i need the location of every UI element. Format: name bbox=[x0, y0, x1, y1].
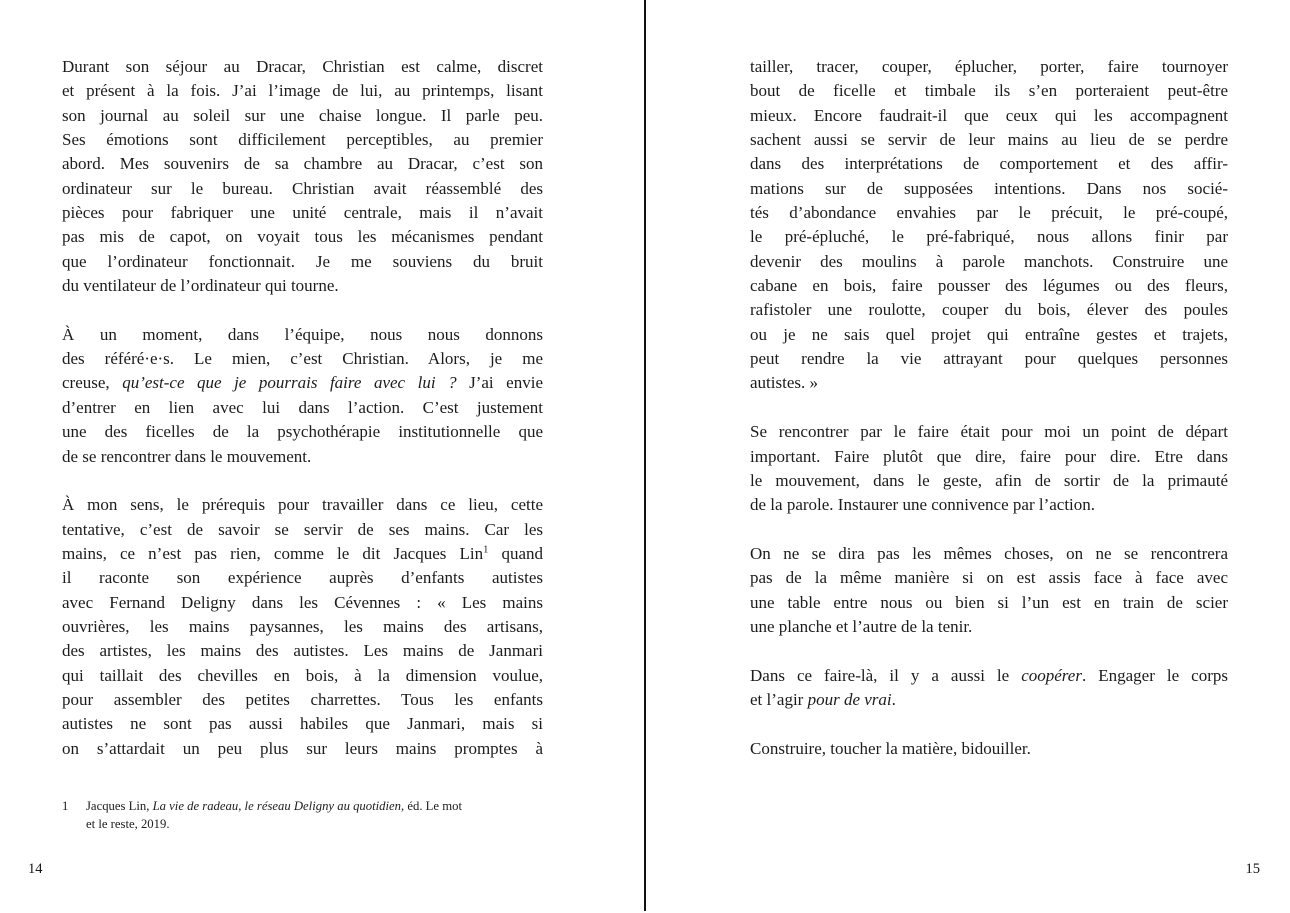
text-line: avec Fernand Deligny dans les Cévennes : « Les mains bbox=[62, 592, 543, 612]
text-line: et présent à la fois. J’ai l’image de lui, au printemps, lisant bbox=[62, 81, 543, 101]
text-line: du ventilateur de l’ordinateur qui tourne. bbox=[62, 276, 339, 296]
text-line: rafistoler une roulotte, couper du bois, élever des poules bbox=[750, 300, 1228, 320]
text-line: sachent aussi se servir de leur mains au lieu de se perdre bbox=[750, 130, 1228, 150]
text-line: de la parole. Instaurer une connivence par l’action. bbox=[750, 495, 1096, 515]
text-line: une planche et l’autre de la tenir. bbox=[750, 616, 973, 636]
text-line: il raconte son expérience auprès d’enfants autistes bbox=[62, 568, 543, 588]
text-line: tailler, tracer, couper, éplucher, porter, faire tournoyer bbox=[750, 57, 1228, 76]
text-line: pièces pour fabriquer une unité centrale, mais il n’avait bbox=[62, 203, 543, 223]
text-line: ordinateur sur le bureau. Christian avait réassemblé des bbox=[62, 178, 543, 198]
left-text-block bbox=[62, 55, 543, 761]
text-line: mains, ce n’est pas rien, comme le dit Jacques Lin$^1$ quand bbox=[62, 543, 544, 563]
right-text-block bbox=[750, 55, 1228, 761]
text-line: Jacques Lin, La vie de radeau, le réseau Deligny au quotidien, éd. Le mot bbox=[86, 799, 462, 813]
paragraph bbox=[62, 55, 543, 298]
text-line: pas de la même manière si on est assis face à face avec bbox=[750, 568, 1228, 588]
text-line: Ses émotions sont difficilement perceptibles, au premier bbox=[62, 130, 543, 150]
page-number-right: 15 bbox=[1245, 861, 1260, 877]
text-line: devenir des moulins à parole manchots. Construire une bbox=[750, 251, 1228, 271]
text-line: peut rendre la vie attrayant pour quelques personnes bbox=[750, 349, 1228, 369]
text-line: Dans ce faire-là, il y a aussi le coopérer. Engager le corps bbox=[750, 665, 1228, 685]
paragraph bbox=[62, 323, 543, 469]
text-line: cabane en bois, faire pousser des légumes ou des fleurs, bbox=[750, 276, 1228, 296]
text-line: on s’attardait un peu plus sur leurs mains promptes à bbox=[62, 738, 543, 758]
text-line: autistes. » bbox=[750, 373, 818, 393]
footnote-ref: 1 bbox=[483, 544, 489, 556]
text-line: bout de ficelle et timbale ils s’en porteraient peut-être bbox=[750, 81, 1228, 101]
text-line: pour assembler des petites charrettes. Tous les enfants bbox=[62, 689, 543, 709]
text-line: des artistes, les mains des autistes. Les mains de Janmari bbox=[62, 641, 543, 661]
text-line: que l’ordinateur fonctionnait. Je me souviens du bruit bbox=[62, 251, 543, 271]
text-line: le pré-épluché, le pré-fabriqué, nous allons finir par bbox=[750, 227, 1228, 247]
text-line: creuse, qu’est-ce que je pourrais faire avec lui ? J’ai envie bbox=[62, 373, 543, 393]
text-line: Se rencontrer par le faire était pour moi un point de départ bbox=[750, 422, 1228, 442]
footnote bbox=[62, 798, 524, 833]
text-line: une table entre nous ou bien si l’un est en train de scier bbox=[750, 592, 1228, 612]
text-line: dans des interprétations de comportement et des affir- bbox=[750, 154, 1228, 174]
text-line: À un moment, dans l’équipe, nous nous donnons bbox=[62, 324, 543, 344]
text-line: tentative, c’est de savoir se servir de ses mains. Car les bbox=[62, 519, 543, 539]
text-line: abord. Mes souvenirs de sa chambre au Dracar, c’est son bbox=[62, 154, 543, 174]
text-line: et le reste, 2019. bbox=[86, 816, 170, 831]
text-line: tés d’abondance envahies par le précuit, le pré-coupé, bbox=[750, 203, 1228, 223]
text-line: son journal au soleil sur une chaise longue. Il parle peu. bbox=[62, 105, 543, 125]
paragraph bbox=[750, 664, 1228, 713]
text-line: Construire, toucher la matière, bidouiller. bbox=[750, 738, 1031, 758]
text-line: le mouvement, dans le geste, afin de sortir de la primauté bbox=[750, 470, 1228, 490]
text-line: d’entrer en lien avec lui dans l’action. C’est justement bbox=[62, 397, 543, 417]
paragraph bbox=[750, 55, 1228, 396]
text-line: À mon sens, le prérequis pour travailler dans ce lieu, cette bbox=[62, 495, 543, 515]
text-line: Durant son séjour au Dracar, Christian est calme, discret bbox=[62, 57, 543, 76]
paragraph bbox=[750, 542, 1228, 639]
page-number-left: 14 bbox=[28, 861, 43, 877]
text-line: et l’agir pour de vrai. bbox=[750, 689, 896, 709]
paragraph bbox=[750, 420, 1228, 517]
spine-divider bbox=[644, 0, 646, 911]
text-line: mations sur de supposées intentions. Dans nos socié- bbox=[750, 178, 1228, 198]
text-line: ouvrières, les mains paysannes, les mains des artisans, bbox=[62, 616, 543, 636]
text-line: ou je ne sais quel projet qui entraîne gestes et trajets, bbox=[750, 324, 1228, 344]
text-line: important. Faire plutôt que dire, faire pour dire. Etre dans bbox=[750, 446, 1228, 466]
text-line: autistes ne sont pas aussi habiles que Janmari, mais si bbox=[62, 714, 543, 734]
paragraph bbox=[62, 493, 543, 761]
footnote-text bbox=[86, 798, 462, 833]
paragraph bbox=[750, 737, 1228, 761]
text-line: des référé·e·s. Le mien, c’est Christian. Alors, je me bbox=[62, 349, 543, 369]
text-line: pas mis de capot, on voyait tous les mécanismes pendant bbox=[62, 227, 543, 247]
footnote-number: 1 bbox=[62, 799, 69, 813]
text-line: qui taillait des chevilles en bois, à la dimension voulue, bbox=[62, 665, 543, 685]
text-line: de se rencontrer dans le mouvement. bbox=[62, 446, 312, 466]
text-line: On ne se dira pas les mêmes choses, on ne se rencontrera bbox=[750, 543, 1228, 563]
text-line: mieux. Encore faudrait-il que ceux qui les accompagnent bbox=[750, 105, 1228, 125]
text-line: une des ficelles de la psychothérapie institutionnelle que bbox=[62, 422, 543, 442]
